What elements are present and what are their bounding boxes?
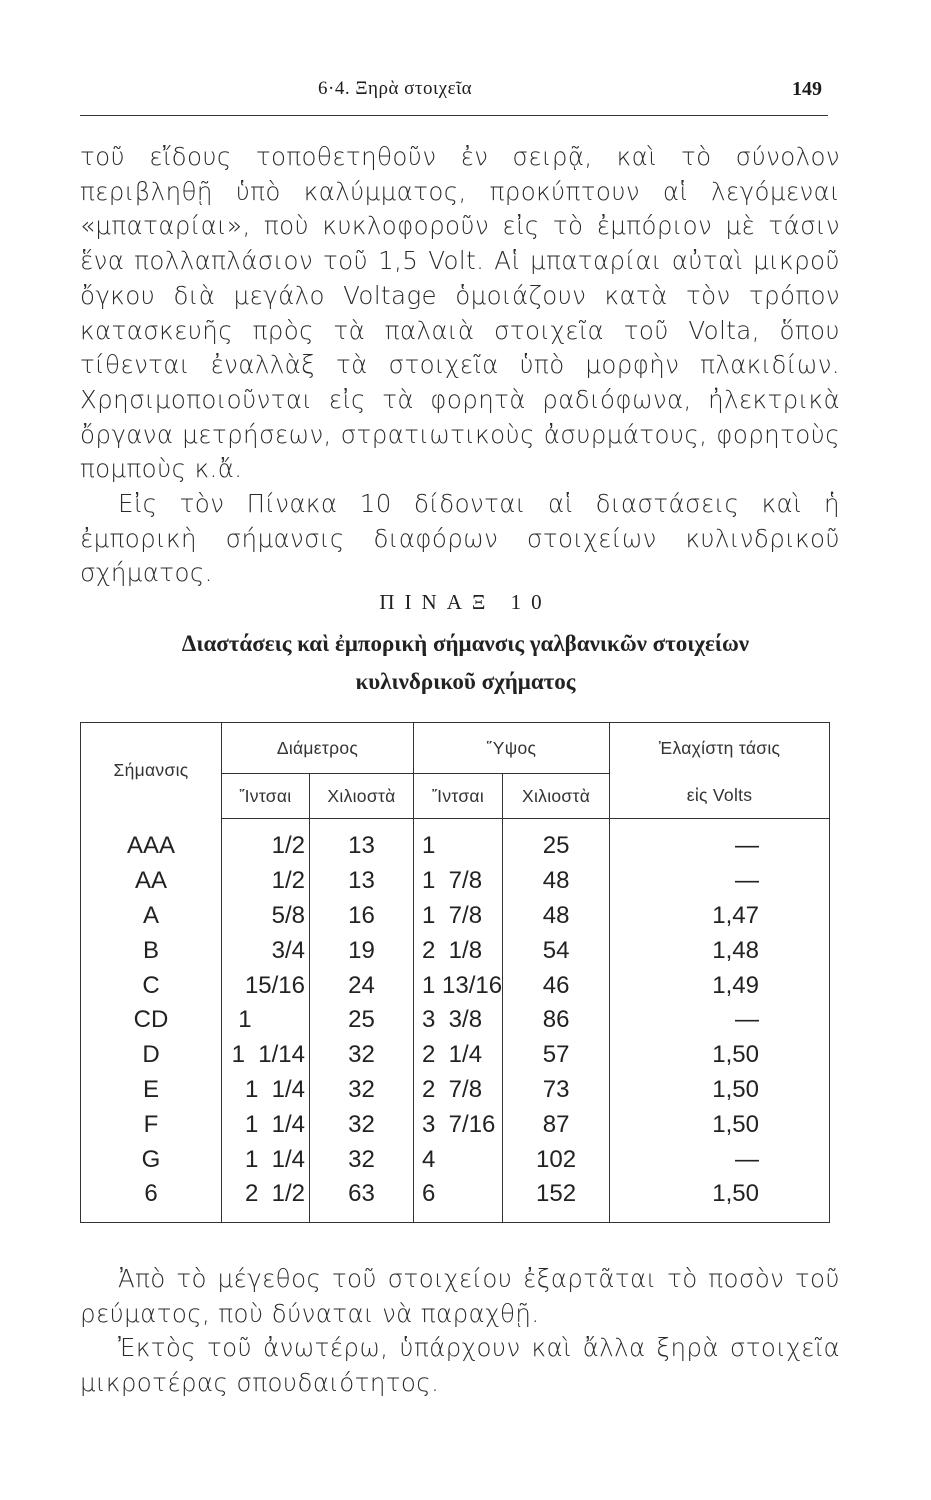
cell-diameter-mm: 13 xyxy=(310,819,414,864)
cell-voltage: 1,47 xyxy=(610,899,830,934)
cell-voltage: 1,49 xyxy=(610,968,830,1003)
battery-dimensions-table xyxy=(80,722,830,1223)
table-title-line-2: κυλινδρικοῦ σχήματος xyxy=(355,669,576,694)
cell-height-in: 2 7/8 xyxy=(414,1073,503,1108)
cell-sign: B xyxy=(142,936,159,964)
cell-voltage: — xyxy=(610,1003,830,1038)
header-height-inches: Ἴντσαι xyxy=(414,774,503,819)
table-row xyxy=(81,1142,830,1177)
cell-height-mm: 102 xyxy=(503,1142,610,1177)
cell-height-mm: 73 xyxy=(503,1073,610,1108)
cell-voltage: — xyxy=(610,864,830,899)
cell-diameter-in: 1/2 xyxy=(222,864,310,899)
header-rule xyxy=(80,115,828,116)
cell-sign: C xyxy=(142,971,160,999)
header-height-mm: Χιλιοστὰ xyxy=(503,774,610,819)
table-row xyxy=(81,1177,830,1222)
cell-diameter-in: 1 xyxy=(222,1003,310,1038)
cell-height-in: 2 1/4 xyxy=(414,1038,503,1073)
cell-sign: AA xyxy=(134,867,167,895)
table-label: ΠΙΝΑΞ 10 xyxy=(379,590,552,614)
intro-text xyxy=(80,140,840,591)
table-caption xyxy=(0,590,931,701)
cell-diameter-in: 1 1/4 xyxy=(222,1142,310,1177)
table-row xyxy=(81,819,830,864)
cell-diameter-mm: 24 xyxy=(310,968,414,1003)
cell-sign: AAA xyxy=(126,832,176,860)
cell-voltage: — xyxy=(610,819,830,864)
cell-voltage: 1,48 xyxy=(610,933,830,968)
cell-diameter-mm: 63 xyxy=(310,1177,414,1222)
cell-voltage: 1,50 xyxy=(610,1038,830,1073)
cell-diameter-in: 1 1/4 xyxy=(222,1073,310,1108)
cell-diameter-mm: 25 xyxy=(310,1003,414,1038)
table-row xyxy=(81,968,830,1003)
intro-paragraph-1: τοῦ εἴδους τοποθετηθοῦν ἐν σειρᾷ, καὶ τὸ σύνολον περιβληθῇ ὑπὸ καλύμματος, προκύπτουν αἱ λεγόμεναι «μπαταρίαι», ποὺ κυκλοφοροῦν εἰς τὸ ἐμπόριον μὲ τάσιν ἕνα πολλαπλάσιον τοῦ 1,5 Volt. Αἱ μπαταρίαι αὐταὶ μικροῦ ὄγκου διὰ μεγάλο Voltage ὁμοιάζουν κατὰ τὸν τρόπον κατασκευῆς πρὸς τὰ παλαιὰ στοιχεῖα τοῦ Volta, ὅπου τίθενται ἐναλλὰξ τὰ στοιχεῖα ὑπὸ μορφὴν πλακιδίων. Χρησιμοποιοῦνται εἰς τὰ φορητὰ ραδιόφωνα, ἠλεκτρικὰ ὄργανα μετρήσεων, στρατιωτικοὺς ἀσυρμάτους, φορητοὺς πομποὺς κ.ἄ. xyxy=(80,142,840,484)
page-header xyxy=(0,0,931,110)
table-row xyxy=(81,1107,830,1142)
cell-diameter-in: 2 1/2 xyxy=(222,1177,310,1222)
cell-sign: G xyxy=(141,1145,161,1173)
cell-height-mm: 152 xyxy=(503,1177,610,1222)
cell-height-mm: 54 xyxy=(503,933,610,968)
header-diameter-mm: Χιλιοστὰ xyxy=(310,774,414,819)
cell-voltage: 1,50 xyxy=(610,1073,830,1108)
table-row xyxy=(81,1073,830,1108)
cell-diameter-mm: 19 xyxy=(310,933,414,968)
cell-height-mm: 57 xyxy=(503,1038,610,1073)
cell-sign: CD xyxy=(133,1006,169,1034)
cell-voltage: 1,50 xyxy=(610,1177,830,1222)
cell-height-in: 1 13/16 xyxy=(414,968,503,1003)
cell-height-mm: 48 xyxy=(503,899,610,934)
table-title-line-1: Διαστάσεις καὶ ἐμπορικὴ σήμανσις γαλβανικῶν στοιχείων xyxy=(181,631,750,656)
cell-height-mm: 87 xyxy=(503,1107,610,1142)
header-voltage-unit: εἰς Volts xyxy=(610,774,830,819)
cell-diameter-in: 1 1/4 xyxy=(222,1107,310,1142)
cell-height-in: 1 xyxy=(414,819,503,864)
header-diameter: Διάμετρος xyxy=(222,723,414,774)
cell-height-in: 3 7/16 xyxy=(414,1107,503,1142)
intro-paragraph-2: Εἰς τὸν Πίνακα 10 δίδονται αἱ διαστάσεις καὶ ἡ ἐμπορικὴ σήμανσις διαφόρων στοιχείων κυλινδρικοῦ σχήματος. xyxy=(80,489,840,588)
cell-sign: A xyxy=(142,901,159,929)
cell-height-mm: 86 xyxy=(503,1003,610,1038)
cell-diameter-mm: 32 xyxy=(310,1107,414,1142)
cell-voltage: 1,50 xyxy=(610,1107,830,1142)
table-row xyxy=(81,864,830,899)
table-row xyxy=(81,933,830,968)
cell-sign: F xyxy=(143,1110,159,1138)
cell-height-mm: 25 xyxy=(503,819,610,864)
cell-diameter-in: 1/2 xyxy=(222,819,310,864)
cell-height-in: 3 3/8 xyxy=(414,1003,503,1038)
running-head: 6·4. Ξηρὰ στοιχεῖα xyxy=(318,78,473,99)
cell-diameter-in: 5/8 xyxy=(222,899,310,934)
cell-diameter-mm: 16 xyxy=(310,899,414,934)
cell-height-in: 1 7/8 xyxy=(414,899,503,934)
header-marking: Σήμανσις xyxy=(113,760,189,781)
header-height: Ὕψος xyxy=(414,723,610,774)
table-row xyxy=(81,899,830,934)
cell-height-in: 6 xyxy=(414,1177,503,1222)
cell-height-in: 1 7/8 xyxy=(414,864,503,899)
table-row xyxy=(81,1038,830,1073)
cell-diameter-in: 1 1/14 xyxy=(222,1038,310,1073)
cell-height-mm: 48 xyxy=(503,864,610,899)
cell-voltage: — xyxy=(610,1142,830,1177)
cell-diameter-mm: 32 xyxy=(310,1073,414,1108)
outro-paragraph-2: Ἐκτὸς τοῦ ἀνωτέρω, ὑπάρχουν καὶ ἄλλα ξηρὰ στοιχεῖα μικροτέρας σπουδαιότητος. xyxy=(80,1333,840,1398)
cell-diameter-mm: 32 xyxy=(310,1038,414,1073)
cell-sign: D xyxy=(142,1041,160,1069)
cell-diameter-mm: 32 xyxy=(310,1142,414,1177)
outro-paragraph-1: Ἀπὸ τὸ μέγεθος τοῦ στοιχείου ἐξαρτᾶται τὸ ποσὸν τοῦ ρεύματος, ποὺ δύναται νὰ παραχθῇ. xyxy=(80,1264,840,1328)
header-min-voltage: Ἐλαχίστη τάσις xyxy=(610,723,830,774)
cell-height-in: 4 xyxy=(414,1142,503,1177)
cell-sign: 6 xyxy=(144,1180,158,1208)
header-diameter-inches: Ἴντσαι xyxy=(222,774,310,819)
table-row xyxy=(81,1003,830,1038)
cell-sign: E xyxy=(142,1075,159,1103)
cell-height-in: 2 1/8 xyxy=(414,933,503,968)
cell-diameter-in: 15/16 xyxy=(222,968,310,1003)
cell-height-mm: 46 xyxy=(503,968,610,1003)
outro-text xyxy=(80,1262,840,1401)
page-number: 149 xyxy=(792,78,822,100)
cell-diameter-mm: 13 xyxy=(310,864,414,899)
cell-diameter-in: 3/4 xyxy=(222,933,310,968)
